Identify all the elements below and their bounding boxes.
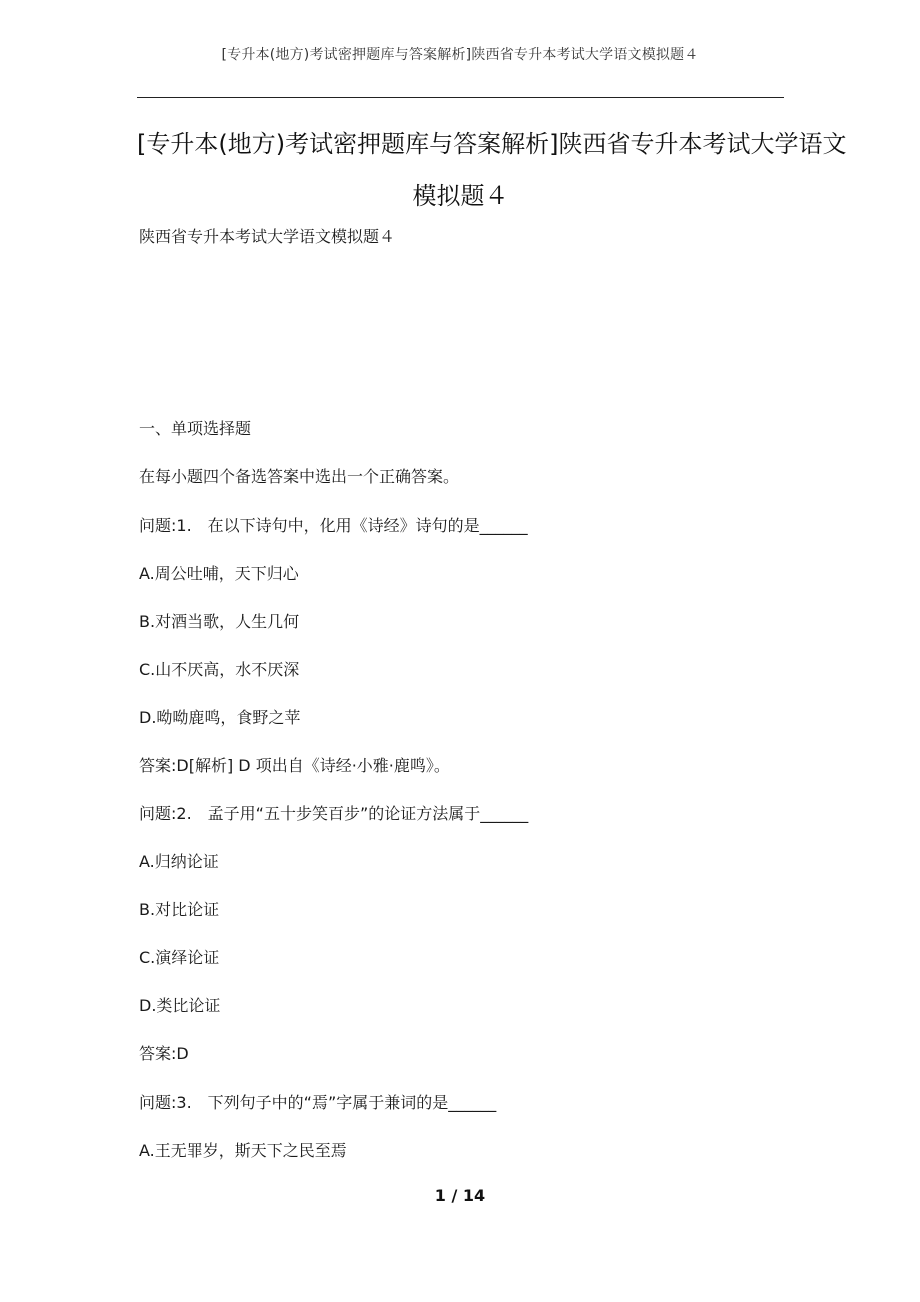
header-rule — [137, 97, 784, 98]
question-2-answer: 答案:D — [139, 1044, 189, 1063]
question-3-option-a: A.王无罪岁，斯天下之民至焉 — [139, 1141, 347, 1160]
subtitle: 陕西省专升本考试大学语文模拟题４ — [139, 227, 396, 246]
question-2-prompt: 问题:2. 孟子用“五十步笑百步”的论证方法属于______ — [139, 804, 529, 823]
title-line-2: 模拟题４ — [412, 182, 509, 210]
question-1-answer: 答案:D[解析] D 项出自《诗经·小雅·鹿鸣》。 — [139, 756, 450, 775]
question-3-prompt: 问题:3. 下列句子中的“焉”字属于兼词的是______ — [139, 1093, 497, 1112]
question-2-option-c: C.演绎论证 — [139, 948, 220, 967]
section-heading: 一、单项选择题 — [139, 419, 252, 438]
question-2-option-a: A.归纳论证 — [139, 852, 219, 871]
question-2-option-b: B.对比论证 — [139, 900, 220, 919]
question-1-option-a: A.周公吐哺，天下归心 — [139, 564, 299, 583]
page-number: 1 / 14 — [434, 1186, 486, 1205]
section-instruction: 在每小题四个备选答案中选出一个正确答案。 — [139, 467, 460, 486]
question-1-option-b: B.对酒当歌，人生几何 — [139, 612, 300, 631]
document-title — [137, 118, 847, 222]
question-1-option-c: C.山不厌高，水不厌深 — [139, 660, 300, 679]
question-1-prompt: 问题:1. 在以下诗句中，化用《诗经》诗句的是______ — [139, 516, 528, 535]
question-1-option-d: D.呦呦鹿鸣，食野之苹 — [139, 708, 301, 727]
title-line-1: [专升本(地方)考试密押题库与答案解析]陕西省专升本考试大学语文 — [137, 130, 847, 158]
question-2-option-d: D.类比论证 — [139, 996, 221, 1015]
running-header: [专升本(地方)考试密押题库与答案解析]陕西省专升本考试大学语文模拟题４ — [221, 47, 699, 63]
